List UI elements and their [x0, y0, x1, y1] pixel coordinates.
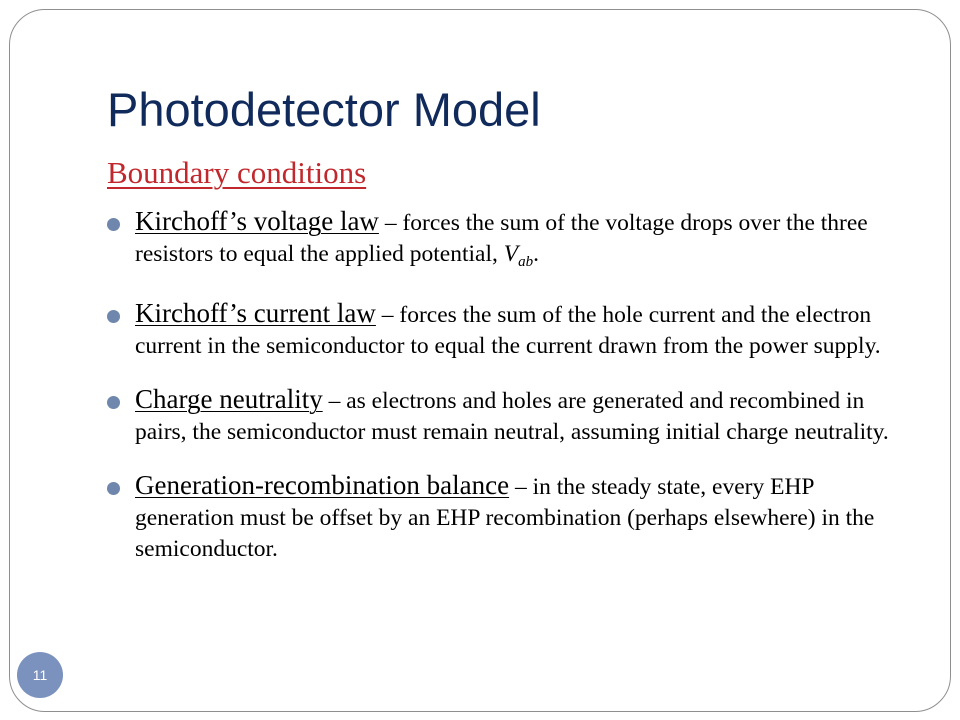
bullet-description: – in the steady state, every EHP generation must be offset by an EHP recombination (perhaps elsewhere) in the semiconductor.: [135, 474, 875, 562]
bullet-term: Charge neutrality: [135, 384, 323, 414]
bullet-item-generation-recombination: [107, 471, 897, 566]
bullet-icon: [107, 310, 120, 323]
bullet-list: [107, 207, 897, 588]
voltage-variable: V: [503, 241, 519, 267]
bullet-description: – forces the sum of the hole current and the electron current in the semiconductor to equal the current drawn from the power supply.: [135, 302, 881, 359]
bullet-item-current-law: [107, 299, 897, 363]
page-number-badge: 11: [17, 652, 63, 698]
bullet-description-end: .: [533, 241, 539, 267]
bullet-description: – forces the sum of the voltage drops over the three resistors to equal the applied potential,: [135, 210, 868, 267]
bullet-description: – as electrons and holes are generated and recombined in pairs, the semiconductor must remain neutral, assuming initial charge neutrality.: [135, 388, 889, 445]
bullet-icon: [107, 482, 120, 495]
bullet-icon: [107, 396, 120, 409]
bullet-icon: [107, 218, 120, 231]
voltage-variable-subscript: ab: [518, 254, 534, 270]
slide-subtitle: Boundary conditions: [107, 155, 367, 190]
bullet-term: Kirchoff’s current law: [135, 298, 376, 328]
bullet-term: Generation-recombination balance: [135, 470, 510, 500]
bullet-item-voltage-law: [107, 207, 897, 277]
bullet-item-charge-neutrality: [107, 385, 897, 449]
slide-title: Photodetector Model: [107, 83, 541, 136]
bullet-term: Kirchoff’s voltage law: [135, 206, 379, 236]
